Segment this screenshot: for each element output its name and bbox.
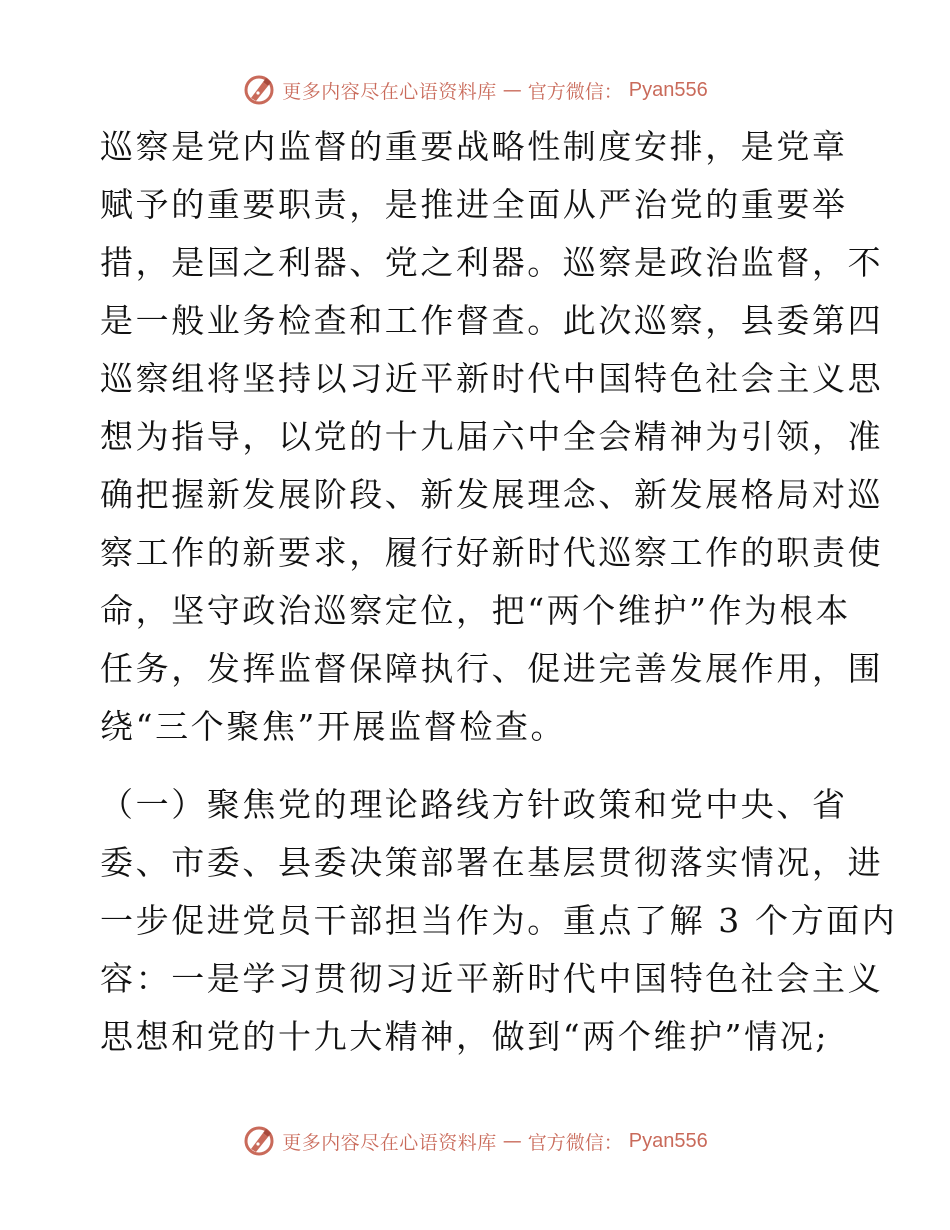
text-line: 确把握新发展阶段、新发展理念、新发展格局对巡 [100,475,884,514]
paragraph-inspection-overview [100,118,884,756]
text-line: 容：一是学习贯彻习近平新时代中国特色社会主义 [100,959,884,998]
header-brand-text: 更多内容尽在心语资料库 [282,80,497,103]
text-line: 一步促进党员干部担当作为。重点了解 3 个方面内 [100,901,898,940]
header-wechat-id: Pyan556 [628,78,708,101]
text-line: 赋予的重要职责，是推进全面从严治党的重要举 [100,185,848,224]
header-wechat-label: 官方微信： [527,80,623,103]
text-line: 委、市委、县委决策部署在基层贯彻落实情况，进 [100,843,884,882]
header-separator: — [502,79,522,101]
text-line: 绕“三个聚焦”开展监督检查。 [100,707,567,746]
text-line: 巡察组将坚持以习近平新时代中国特色社会主义思 [100,359,884,398]
footer-wechat-label: 官方微信： [527,1131,623,1154]
text-line: 巡察是党内监督的重要战略性制度安排，是党章 [100,127,848,166]
text-line: 想为指导，以党的十九届六中全会精神为引领，准 [100,417,884,456]
pen-nib-logo-icon [242,73,276,107]
footer-separator: — [502,1130,522,1152]
text-line: 是一般业务检查和工作督查。此次巡察，县委第四 [100,301,884,340]
text-line: 措，是国之利器、党之利器。巡察是政治监督，不 [100,243,884,282]
text-line: 命，坚守政治巡察定位，把“两个维护”作为根本 [100,591,851,630]
text-line: （一）聚焦党的理论路线方针政策和党中央、省 [100,785,848,824]
footer-wechat-id: Pyan556 [628,1129,708,1152]
header-banner [0,70,950,110]
text-line: 察工作的新要求，履行好新时代巡察工作的职责使 [100,533,884,572]
footer-brand-text: 更多内容尽在心语资料库 [282,1131,497,1154]
text-line: 任务，发挥监督保障执行、促进完善发展作用，围 [100,649,884,688]
pen-nib-logo-icon [242,1124,276,1158]
footer-banner [0,1121,950,1161]
text-line: 思想和党的十九大精神，做到“两个维护”情况; [100,1017,830,1056]
paragraph-focus-one [100,776,898,1066]
